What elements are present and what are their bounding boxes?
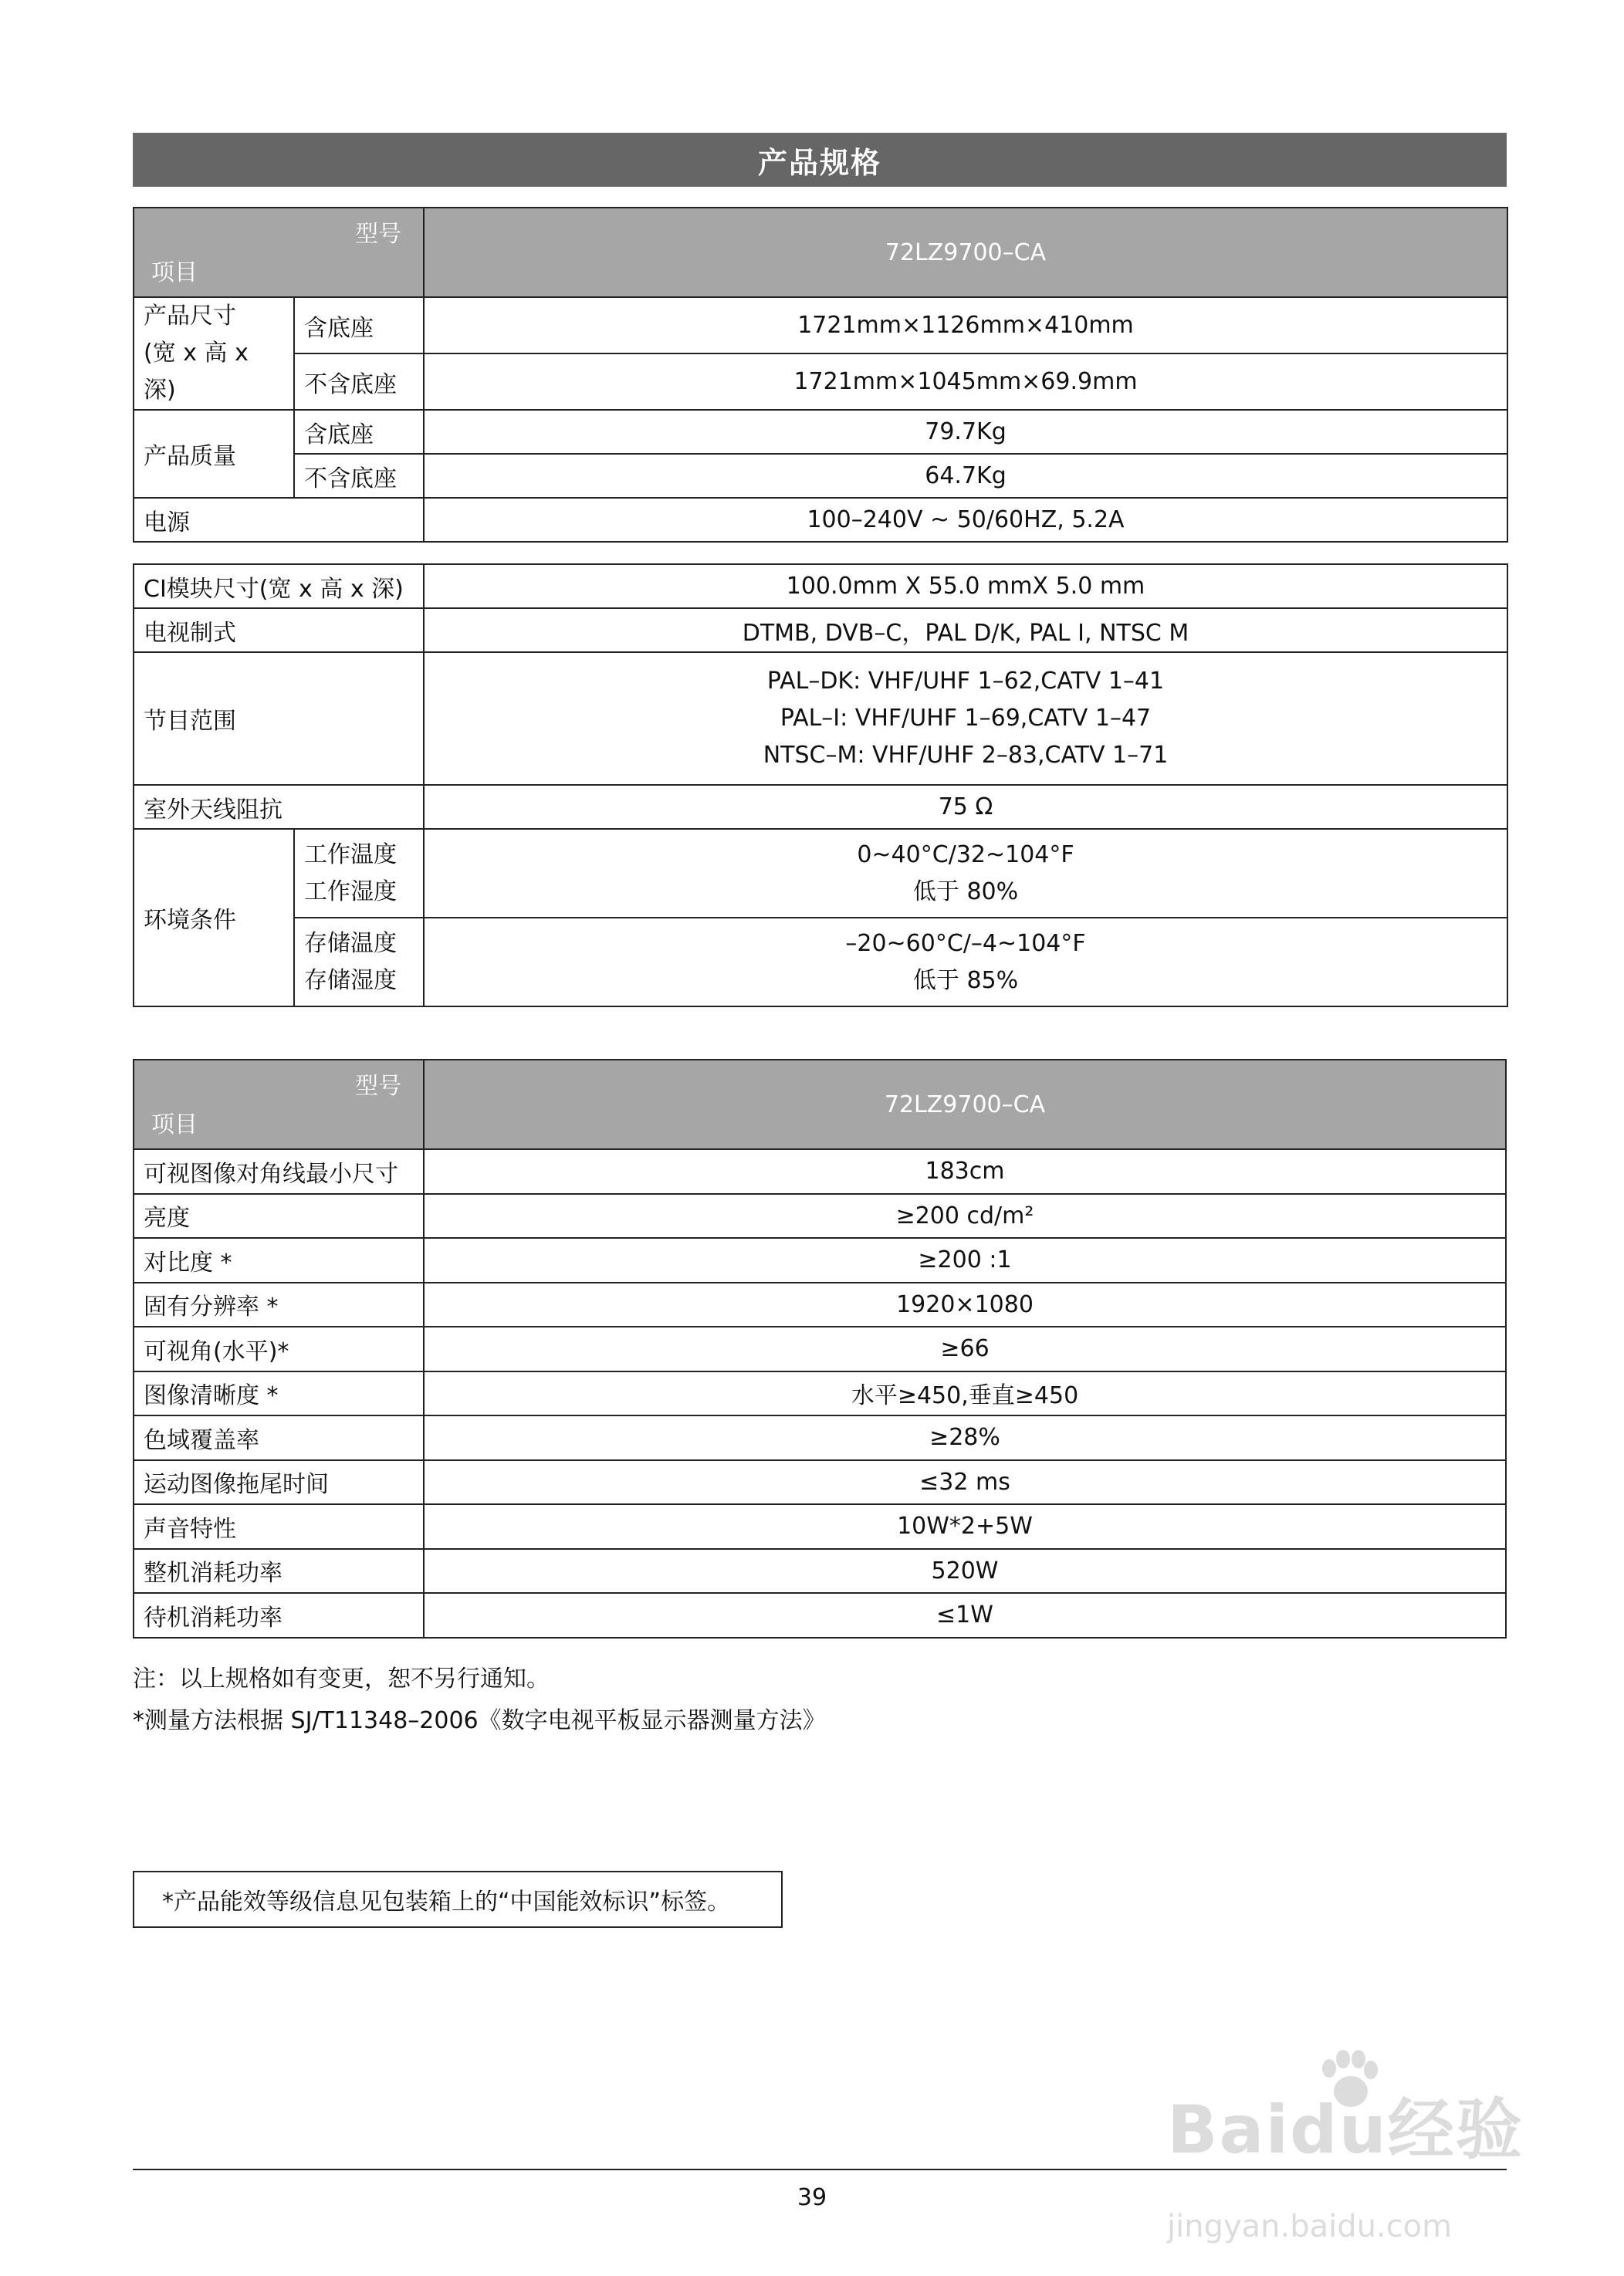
energy-label-notice: *产品能效等级信息见包装箱上的“中国能效标识”标签。	[133, 1871, 783, 1928]
channel-range-line: PAL–DK: VHF/UHF 1–62,CATV 1–41	[766, 668, 1165, 695]
storage-condition-labels	[294, 918, 424, 1006]
display-spec-value: 1920×1080	[424, 1283, 1506, 1327]
operating-condition-labels	[294, 829, 424, 918]
size-label	[134, 297, 294, 410]
display-spec-value: 10W*2+5W	[424, 1504, 1506, 1549]
size-without-stand-value: 1721mm×1045mm×69.9mm	[424, 353, 1507, 410]
channel-range-label: 节目范围	[134, 652, 424, 785]
display-spec-label: 图像清晰度 *	[134, 1371, 424, 1416]
watermark-logo: Baidu经验	[1167, 2092, 1524, 2169]
environment-label: 环境条件	[134, 829, 294, 1006]
operating-humidity-value: 低于 80%	[912, 878, 1019, 905]
antenna-impedance-value: 75 Ω	[424, 785, 1507, 829]
header-item-label: 项目	[151, 1111, 198, 1138]
change-notice: 注：以上规格如有变更，恕不另行通知。	[133, 1666, 550, 1693]
display-spec-label: 固有分辨率 *	[134, 1283, 424, 1327]
display-spec-value: 水平≥450,垂直≥450	[424, 1371, 1506, 1416]
display-spec-value: ≥66	[424, 1327, 1506, 1371]
operating-humidity-label: 工作湿度	[304, 878, 397, 905]
display-spec-label: 可视角(水平)*	[134, 1327, 424, 1371]
display-spec-label: 声音特性	[134, 1504, 424, 1549]
display-spec-label: 运动图像拖尾时间	[134, 1460, 424, 1505]
header-model-label: 型号	[355, 1073, 401, 1100]
antenna-impedance-label: 室外天线阻抗	[134, 785, 424, 829]
storage-temp-label: 存储温度	[304, 929, 397, 957]
display-spec-label: 对比度 *	[134, 1238, 424, 1283]
spec-table-reception	[133, 563, 1508, 1007]
operating-condition-values	[424, 829, 1507, 918]
display-spec-label: 待机消耗功率	[134, 1593, 424, 1638]
header-item-label: 项目	[151, 259, 198, 286]
display-spec-value: 520W	[424, 1549, 1506, 1594]
header-model-value: 72LZ9700–CA	[424, 1060, 1506, 1149]
display-spec-value: ≥200 cd/m²	[424, 1194, 1506, 1239]
watermark-url: jingyan.baidu.com	[1167, 2209, 1453, 2244]
display-spec-label: 亮度	[134, 1194, 424, 1239]
footer-divider	[133, 2169, 1507, 2170]
page-number: 39	[797, 2184, 827, 2211]
display-spec-label: 色域覆盖率	[134, 1415, 424, 1460]
display-spec-value: ≤1W	[424, 1593, 1506, 1638]
size-with-stand-label: 含底座	[294, 297, 424, 353]
measurement-footnote: *测量方法根据 SJ/T11348–2006《数字电视平板显示器测量方法》	[133, 1707, 826, 1734]
mass-label: 产品质量	[134, 410, 294, 498]
ci-module-value: 100.0mm X 55.0 mmX 5.0 mm	[424, 564, 1507, 608]
storage-condition-values	[424, 918, 1507, 1006]
header-model-value: 72LZ9700–CA	[424, 208, 1507, 297]
mass-with-stand-value: 79.7Kg	[424, 410, 1507, 454]
operating-temp-value: 0~40°C/32~104°F	[857, 840, 1074, 868]
channel-range-line: NTSC–M: VHF/UHF 2–83,CATV 1–71	[763, 742, 1169, 769]
tv-system-value: DTMB, DVB–C，PAL D/K, PAL I, NTSC M	[424, 608, 1507, 652]
channel-range-value	[424, 652, 1507, 785]
size-with-stand-value: 1721mm×1126mm×410mm	[424, 297, 1507, 353]
spec-table-dimensions	[133, 207, 1508, 543]
display-spec-value: ≥200 :1	[424, 1238, 1506, 1283]
storage-humidity-label: 存储湿度	[304, 966, 397, 994]
power-value: 100–240V ~ 50/60HZ, 5.2A	[424, 498, 1507, 542]
spec-table-display	[133, 1059, 1507, 1639]
mass-with-stand-label: 含底座	[294, 410, 424, 454]
size-label-line1: 产品尺寸	[144, 303, 236, 330]
power-label: 电源	[134, 498, 424, 542]
display-spec-value: 183cm	[424, 1149, 1506, 1194]
storage-humidity-value: 低于 85%	[912, 966, 1019, 994]
storage-temp-value: –20~60°C/–4~104°F	[845, 929, 1086, 957]
ci-module-label: CI模块尺寸(宽 x 高 x 深)	[134, 564, 424, 608]
page-title: 产品规格	[133, 133, 1507, 187]
tv-system-label: 电视制式	[134, 608, 424, 652]
size-without-stand-label: 不含底座	[294, 353, 424, 410]
header-diagonal-cell	[134, 208, 424, 297]
header-model-label: 型号	[355, 221, 401, 248]
display-spec-value: ≤32 ms	[424, 1460, 1506, 1505]
header-diagonal-cell	[134, 1060, 424, 1149]
display-spec-label: 整机消耗功率	[134, 1549, 424, 1594]
display-spec-value: ≥28%	[424, 1415, 1506, 1460]
channel-range-line: PAL–I: VHF/UHF 1–69,CATV 1–47	[780, 705, 1152, 732]
size-label-line2: (宽 x 高 x 深)	[144, 340, 249, 404]
operating-temp-label: 工作温度	[304, 840, 397, 868]
mass-without-stand-value: 64.7Kg	[424, 454, 1507, 498]
mass-without-stand-label: 不含底座	[294, 454, 424, 498]
display-spec-label: 可视图像对角线最小尺寸	[134, 1149, 424, 1194]
